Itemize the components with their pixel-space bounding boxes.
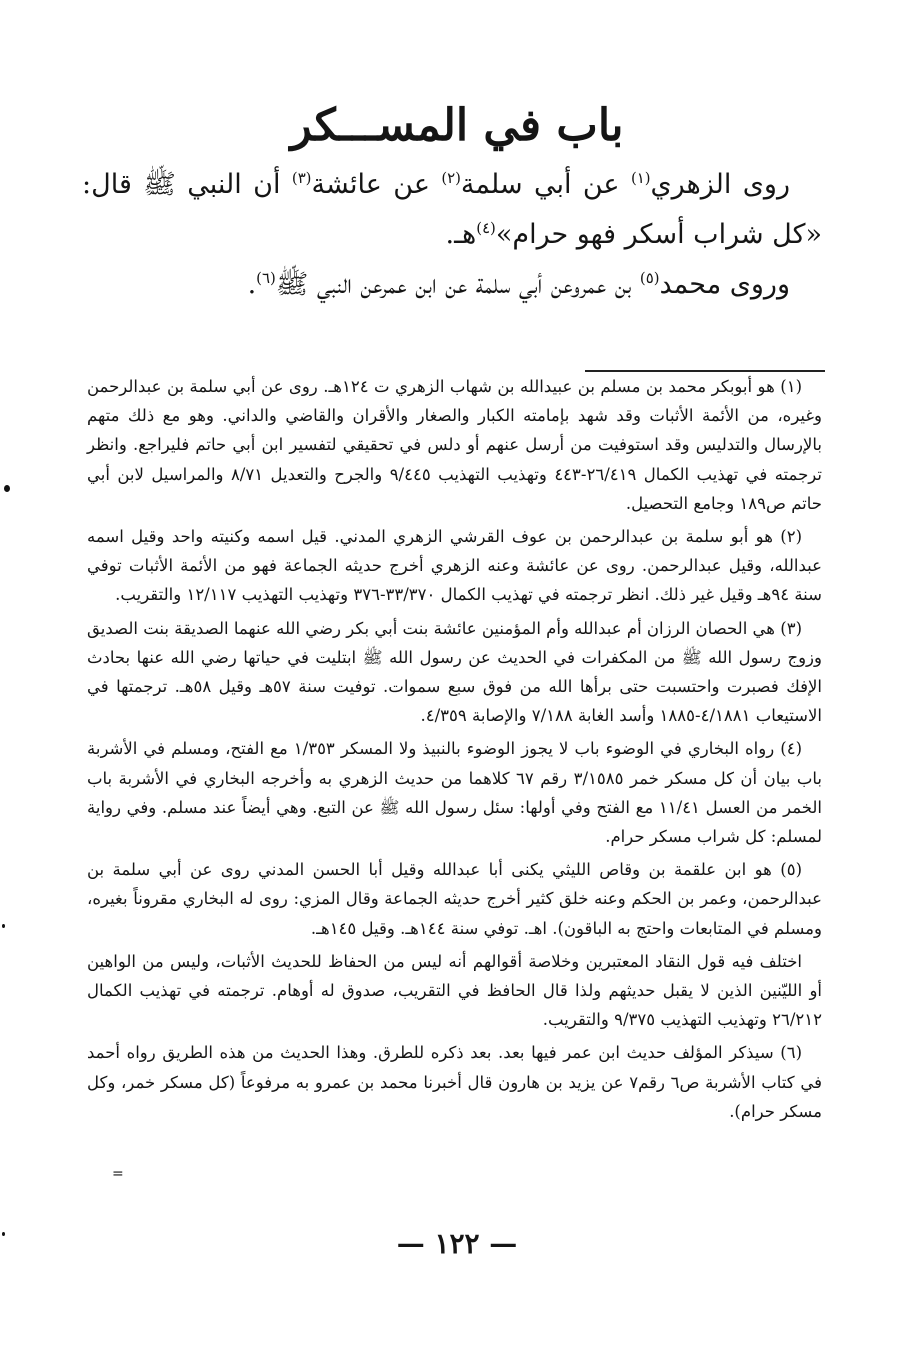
scan-speck: [2, 1232, 5, 1236]
main-text: [82, 160, 822, 310]
footnote-ref-3: (٣): [291, 169, 312, 187]
footnote-ref-1: (١): [630, 169, 651, 187]
scan-speck: [2, 924, 5, 928]
chapter-title: باب في المســـكر: [290, 100, 624, 151]
footnote-1: (١) هو أبوبكر محمد بن مسلم بن عبيدالله بن شهاب الزهري ت ١٢٤هـ. روى عن أبي سلمة بن عبدالرحمن وغيره، من الأئمة الأثبات وقد شهد بإمامته الكبار والصغار والأقران والقاضي والداني. وهو مع ذلك متهم بالإرسال والتدليس وقد استوفيت من أرسل عنهم أو دلس في تحقيقي لتفسير ابن أبي حاتم فليراجع. وانظر ترجمته في تهذيب الكمال ٢٦/٤١٩-٤٤٣ وتهذيب التهذيب ٩/٤٤٥ والجرح والتعديل ٨/٧١ والمراسيل لابن أبي حاتم ص١٨٩ وجامع التحصيل.: [87, 377, 822, 513]
main-text-run: عن أبي سلمة: [460, 169, 631, 200]
footnote-3: (٣) هي الحصان الرزان أم عبدالله وأم المؤمنين عائشة بنت أبي بكر رضي الله عنهما الصديقة بنت الصديق وزوج رسول الله ﷺ من المكفرات في الحديث عن رسول الله ﷺ ابتليت في حياتها رضي الله عنها بحادث الإفك فصبرت واحتسبت حتى برأها الله من فوق سبع سموات. توفيت سنة ٥٧هـ وقيل ٥٨هـ. ترجمتها في الاستيعاب ٤/١٨٨١-١٨٨٥ وأسد الغابة ٧/١٨٨ والإصابة ٤/٣٥٩.: [87, 618, 822, 726]
main-text-run: .: [247, 269, 257, 300]
main-text-run: روى الزهري: [650, 169, 791, 200]
scan-speck: [4, 485, 10, 492]
main-paragraph-1: [82, 160, 822, 260]
footnote-ref-2: (٢): [441, 169, 461, 187]
footnote-ref-4: (٤): [476, 219, 496, 237]
footnote-5-continued: اختلف فيه قول النقاد المعتبرين وخلاصة أقوالهم أنه ليس من الحفاظ للحديث الأثبات، وليس من الواهين أو الليّنين الذين لا يقبل حديثهم ولذا قال الحافظ في التقريب، صدوق له أوهام. ترجمته في تهذيب الكمال ٢٦/٢١٢ وتهذيب التهذيب ٩/٣٧٥ والتقريب.: [87, 951, 822, 1030]
footnote-4: (٤) رواه البخاري في الوضوء باب لا يجوز الوضوء بالنبيذ ولا المسكر ١/٣٥٣ مع الفتح، ومسلم في الأشربة باب بيان أن كل مسكر خمر ٣/١٥٨٥ رقم ٦٧ كلاهما من حديث الزهري به وأخرجه البخاري في الأشربة باب الخمر من العسل ١١/٤١ مع الفتح وفي أولها: سئل رسول الله ﷺ عن التبع. وهي أيضاً عند مسلم. وفي رواية لمسلم: كل شراب مسكر حرام.: [87, 739, 823, 847]
footnote-ref-6: (٦): [256, 269, 276, 287]
main-text-run: بن عمروعن أبي سلمة عن ابن عمرعن النبي ﷺ: [275, 269, 640, 300]
main-text-run: هـ.: [445, 219, 477, 250]
footnote-ref-5: (٥): [639, 269, 660, 287]
footnote-2: (٢) هو أبو سلمة بن عبدالرحمن بن عوف القرشي الزهري المدني. قيل اسمه وكنيته واحد وقيل اسمه عبدالله، وقيل عبدالرحمن. روى عن عائشة وعنه الزهري أخرج حديثه الجماعة فهو من الأئمة الأثبات توفي سنة ٩٤هـ وقيل غير ذلك. انظر ترجمته في تهذيب الكمال ٣٣/٣٧٠-٣٧٦ وتهذيب التهذيب ١٢/١١٧ والتقريب.: [87, 527, 822, 605]
footnote-6: (٦) سيذكر المؤلف حديث ابن عمر فيها بعد. بعد ذكره للطرق. وهذا الحديث من هذه الطريق رواه أحمد في كتاب الأشربة ص٦ رقم٧ عن يزيد بن هارون قال أخبرنا محمد بن عمرو به مرفوعاً (كل مسكر خمر، وكل مسكر حرام).: [87, 1043, 822, 1121]
continuation-mark: =: [112, 1166, 124, 1182]
main-text-run: وروى محمد: [659, 269, 790, 300]
main-text-run: عن عائشة: [311, 169, 442, 200]
footnotes: [87, 372, 822, 1130]
page-number: — ١٢٢ —: [396, 1227, 518, 1260]
footnote-5: (٥) هو ابن علقمة بن وقاص الليثي يكنى أبا عبدالله وقيل أبا الحسن المدني روى عن أبي سلمة بن عبدالرحمن، وعمر بن الحكم وعنه خلق كثير أخرج حديثه الجماعة وقال المزي: روى له البخاري مقروناً بغيره، ومسلم في المتابعات واحتج به الباقون). اهـ. توفي سنة ١٤٤هـ. وقيل ١٤٥هـ.: [87, 860, 822, 938]
main-text-run: أن النبي ﷺ قال: «كل شراب أسكر فهو حرام»: [82, 169, 822, 250]
main-paragraph-2: [82, 260, 822, 310]
